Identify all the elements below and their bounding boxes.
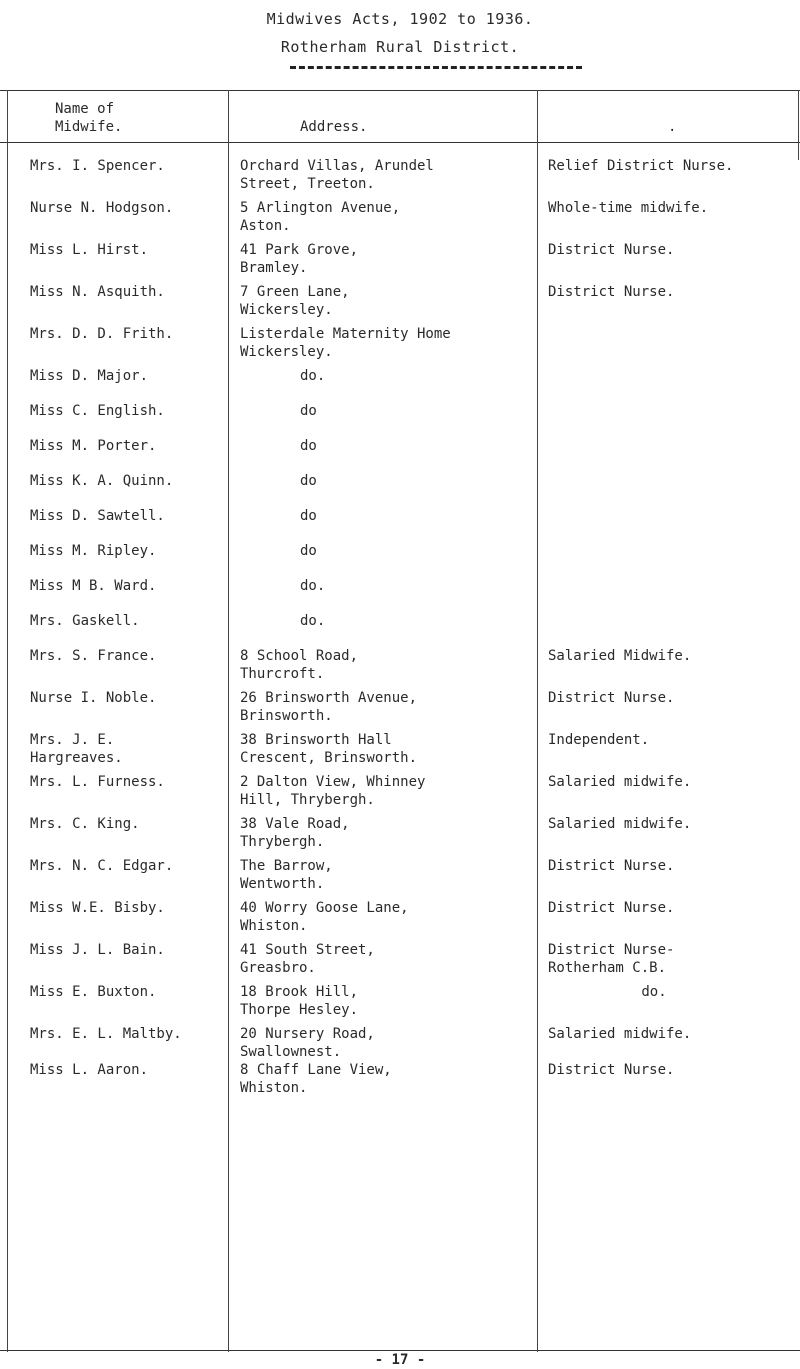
midwife-name: Miss E. Buxton. — [30, 984, 157, 1000]
midwife-name: Nurse I. Noble. — [30, 690, 157, 706]
midwife-address: do. — [300, 613, 326, 629]
midwife-status: Salaried midwife. — [548, 1026, 692, 1042]
table-row — [0, 647, 800, 687]
table-row — [0, 577, 800, 617]
table-row — [0, 157, 800, 197]
midwife-name: Mrs. L. Furness. — [30, 774, 165, 790]
table-row — [0, 507, 800, 547]
table-row — [0, 983, 800, 1023]
document-subtitle: Rotherham Rural District. — [280, 38, 520, 56]
midwife-address: 8 School Road, Thurcroft. — [240, 648, 359, 682]
midwife-name: Miss N. Asquith. — [30, 284, 165, 300]
midwife-status: District Nurse. — [548, 284, 675, 300]
header-name: Name of Midwife. — [55, 101, 123, 135]
midwife-address: 5 Arlington Avenue, Aston. — [240, 200, 401, 234]
table-row — [0, 367, 800, 407]
table-row — [0, 402, 800, 442]
midwife-address: do — [300, 438, 317, 454]
table-row — [0, 1025, 800, 1065]
table-row — [0, 941, 800, 981]
midwife-name: Mrs. D. D. Frith. — [30, 326, 174, 342]
table-bottom-border — [0, 1350, 800, 1351]
midwife-name: Miss D. Sawtell. — [30, 508, 165, 524]
midwife-name: Miss L. Hirst. — [30, 242, 149, 258]
midwife-name: Mrs. N. C. Edgar. — [30, 858, 174, 874]
midwife-address: Orchard Villas, Arundel Street, Treeton. — [240, 158, 434, 192]
table-row — [0, 689, 800, 729]
midwife-name: Mrs. J. E. Hargreaves. — [30, 732, 123, 766]
midwife-address: 38 Vale Road, Thrybergh. — [240, 816, 350, 850]
midwife-status: District Nurse. — [548, 858, 675, 874]
midwife-address: 26 Brinsworth Avenue, Brinsworth. — [240, 690, 418, 724]
table-row — [0, 899, 800, 939]
midwife-status: Whole-time midwife. — [548, 200, 709, 216]
midwife-status: do. — [641, 984, 667, 1000]
midwife-address: 40 Worry Goose Lane, Whiston. — [240, 900, 409, 934]
midwife-address: 2 Dalton View, Whinney Hill, Thrybergh. — [240, 774, 426, 808]
midwife-status: Relief District Nurse. — [548, 158, 734, 174]
midwife-name: Miss M. Porter. — [30, 438, 157, 454]
midwife-address: 8 Chaff Lane View, Whiston. — [240, 1062, 392, 1096]
midwife-status: District Nurse. — [548, 242, 675, 258]
header-status: . — [668, 119, 677, 135]
table-row — [0, 472, 800, 512]
midwife-status: District Nurse. — [548, 900, 675, 916]
midwife-name: Mrs. C. King. — [30, 816, 140, 832]
table-top-border — [0, 90, 800, 91]
midwife-status: Salaried Midwife. — [548, 648, 692, 664]
midwife-address: do — [300, 473, 317, 489]
midwife-name: Mrs. E. L. Maltby. — [30, 1026, 182, 1042]
midwife-status: Salaried midwife. — [548, 774, 692, 790]
midwife-address: 41 Park Grove, Bramley. — [240, 242, 359, 276]
table-row — [0, 199, 800, 239]
midwife-status: District Nurse- Rotherham C.B. — [548, 942, 675, 976]
midwife-name: Miss D. Major. — [30, 368, 149, 384]
midwife-name: Mrs. Gaskell. — [30, 613, 140, 629]
midwife-status: District Nurse. — [548, 690, 675, 706]
header-divider — [0, 142, 800, 143]
table-row — [0, 283, 800, 323]
midwife-name: Mrs. S. France. — [30, 648, 157, 664]
table-row — [0, 325, 800, 365]
table-row — [0, 773, 800, 813]
midwife-name: Nurse N. Hodgson. — [30, 200, 174, 216]
midwife-address: do. — [300, 578, 326, 594]
midwife-name: Miss W.E. Bisby. — [30, 900, 165, 916]
table-row — [0, 731, 800, 771]
midwife-address: 18 Brook Hill, Thorpe Hesley. — [240, 984, 359, 1018]
midwife-name: Miss C. English. — [30, 403, 165, 419]
table-row — [0, 815, 800, 855]
midwife-name: Miss M. Ripley. — [30, 543, 157, 559]
table-row — [0, 241, 800, 281]
midwife-name: Miss K. A. Quinn. — [30, 473, 174, 489]
midwife-status: Independent. — [548, 732, 650, 748]
midwife-address: do — [300, 508, 317, 524]
midwife-address: The Barrow, Wentworth. — [240, 858, 333, 892]
table-right-border — [798, 90, 799, 160]
midwife-address: do — [300, 543, 317, 559]
document-title: Midwives Acts, 1902 to 1936. — [266, 10, 534, 28]
midwife-name: Miss J. L. Bain. — [30, 942, 165, 958]
page-number: - 17 - — [374, 1352, 426, 1368]
midwife-address: 7 Green Lane, Wickersley. — [240, 284, 350, 318]
midwife-address: 20 Nursery Road, Swallownest. — [240, 1026, 375, 1060]
header-address: Address. — [300, 119, 368, 135]
table-row — [0, 437, 800, 477]
table-row — [0, 542, 800, 582]
title-underline — [290, 66, 582, 69]
midwife-name: Miss L. Aaron. — [30, 1062, 149, 1078]
midwife-address: do. — [300, 368, 326, 384]
table-row — [0, 857, 800, 897]
table-row — [0, 1061, 800, 1101]
midwife-address: 38 Brinsworth Hall Crescent, Brinsworth. — [240, 732, 418, 766]
midwife-address: do — [300, 403, 317, 419]
midwife-status: Salaried midwife. — [548, 816, 692, 832]
midwife-address: 41 South Street, Greasbro. — [240, 942, 375, 976]
midwife-status: District Nurse. — [548, 1062, 675, 1078]
midwife-address: Listerdale Maternity Home Wickersley. — [240, 326, 451, 360]
table-row — [0, 612, 800, 652]
midwife-name: Mrs. I. Spencer. — [30, 158, 165, 174]
midwife-name: Miss M B. Ward. — [30, 578, 157, 594]
